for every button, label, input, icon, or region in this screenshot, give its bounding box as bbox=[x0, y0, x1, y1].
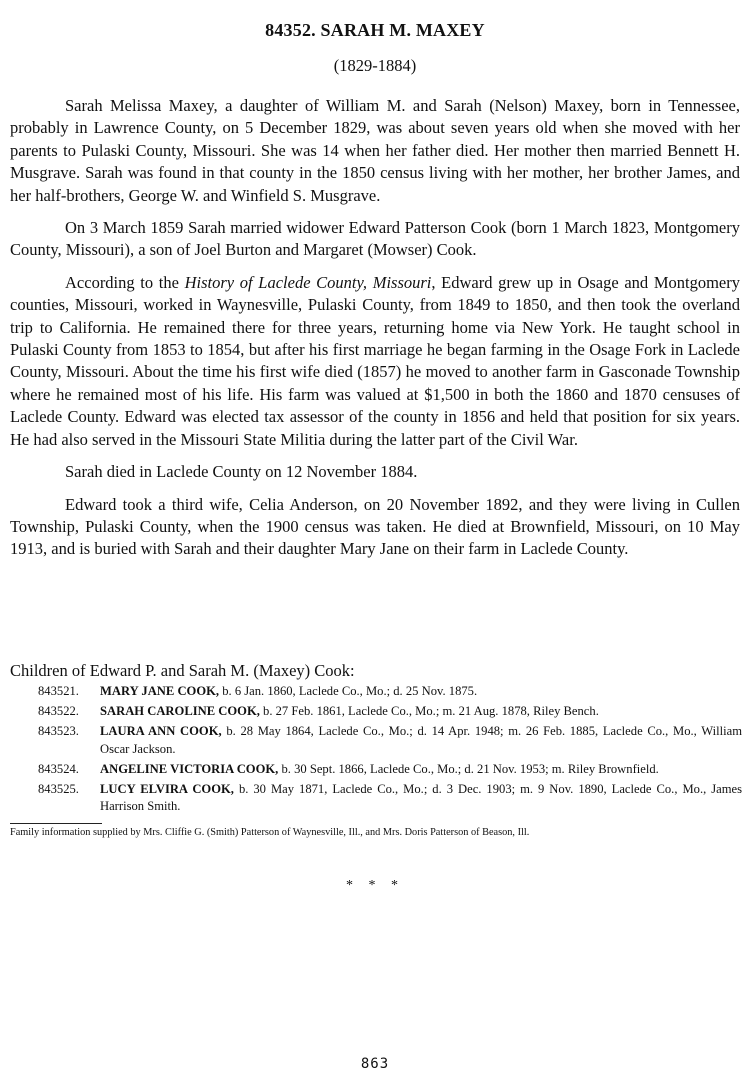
child-name: MARY JANE COOK, bbox=[100, 684, 220, 698]
child-entry bbox=[100, 703, 742, 721]
page-title: 84352. SARAH M. MAXEY bbox=[265, 20, 485, 40]
paragraph-birth: Sarah Melissa Maxey, a daughter of William M. and Sarah (Nelson) Maxey, born in Tennessee, probably in Lawrence County, on 5 December 1829, was about seven years old when she moved with her parents to Pulaski County, Missouri. She was 14 when her father died. Her mother then married Bennett H. Musgrave. Sarah was found in that county in the 1850 census living with her mother, her brother James, and her half-brothers, George W. and Winfield S. Musgrave. bbox=[10, 96, 740, 205]
child-entry bbox=[100, 781, 742, 816]
child-details: b. 30 Sept. 1866, Laclede Co., Mo.; d. 21 Nov. 1953; m. Riley Brownfield. bbox=[278, 761, 659, 776]
paragraph-later-life: Edward took a third wife, Celia Anderson, on 20 November 1892, and they were living in Cullen Township, Pulaski County, when the 1900 census was taken. He died at Brownfield, Missouri, on 10 May 1913, and is buried with Sarah and their daughter Mary Jane on their farm in Laclede County. bbox=[10, 494, 740, 559]
child-details: b. 6 Jan. 1860, Laclede Co., Mo.; d. 25 Nov. 1875. bbox=[219, 684, 478, 698]
children-heading: Children of Edward P. and Sarah M. (Maxey) Cook: bbox=[10, 661, 355, 680]
paragraph-history bbox=[10, 272, 740, 451]
life-dates: (1829-1884) bbox=[333, 56, 417, 75]
list-item bbox=[38, 761, 742, 779]
child-entry bbox=[100, 683, 742, 701]
section-separator: * * * bbox=[346, 878, 404, 893]
child-number: 843523. bbox=[38, 724, 79, 738]
children-list bbox=[38, 683, 742, 818]
child-details: b. 27 Feb. 1861, Laclede Co., Mo.; m. 21 Aug. 1878, Riley Bench. bbox=[259, 704, 599, 718]
list-item bbox=[38, 683, 742, 701]
child-entry bbox=[100, 761, 742, 779]
paragraph-marriage: On 3 March 1859 Sarah married widower Edward Patterson Cook (born 1 March 1823, Montgomery County, Missouri), a son of Joel Burton and Margaret (Mowser) Cook. bbox=[10, 218, 740, 260]
child-name: LUCY ELVIRA COOK, bbox=[100, 781, 234, 796]
list-item bbox=[38, 781, 742, 816]
biography-body bbox=[10, 95, 740, 571]
list-item bbox=[38, 703, 742, 721]
child-name: SARAH CAROLINE COOK, bbox=[100, 704, 260, 718]
child-entry bbox=[100, 723, 742, 758]
page-number: 863 bbox=[360, 1056, 390, 1072]
paragraph-history-intro: According to the bbox=[65, 272, 185, 292]
paragraph-death: Sarah died in Laclede County on 12 November 1884. bbox=[65, 462, 418, 482]
child-name: LAURA ANN COOK, bbox=[100, 724, 222, 738]
book-title: History of Laclede County, Missouri bbox=[184, 272, 432, 292]
child-number: 843522. bbox=[38, 704, 79, 718]
child-details: b. 30 May 1871, Laclede Co., Mo.; d. 3 Dec. 1903; m. 9 Nov. 1890, Laclede Co., Mo., James Harrison Smith. bbox=[100, 781, 743, 813]
footnote: Family information supplied by Mrs. Cliffie G. (Smith) Patterson of Waynesville, Ill., and Mrs. Doris Patterson of Beason, Ill. bbox=[10, 827, 530, 838]
list-item bbox=[38, 723, 742, 758]
paragraph-history-rest: , Edward grew up in Osage and Montgomery counties, Missouri, worked in Waynesville, Pulaski County, from 1849 to 1850, and then took the overland trip to California. He remained there for three years, returning home via New York. He taught school in Pulaski County from 1853 to 1854, but after his first marriage he began farming in the Osage Fork in Laclede County, Missouri. About the time his first wife died (1857) he moved to another farm in Gasconade Township where he remained most of his life. His farm was valued at $1,500 in both the 1860 and 1870 censuses of Laclede County. Edward was elected tax assessor of the county in 1856 and held that position for six years. He had also served in the Missouri State Militia during the latter part of the Civil War. bbox=[10, 272, 740, 449]
child-name: ANGELINE VICTORIA COOK, bbox=[100, 761, 279, 776]
child-number: 843521. bbox=[38, 684, 79, 698]
footnote-rule bbox=[10, 823, 102, 824]
child-number: 843525. bbox=[38, 781, 79, 796]
child-details: b. 28 May 1864, Laclede Co., Mo.; d. 14 Apr. 1948; m. 26 Feb. 1885, Laclede Co., Mo., William Oscar Jackson. bbox=[100, 724, 742, 756]
child-number: 843524. bbox=[38, 761, 79, 776]
